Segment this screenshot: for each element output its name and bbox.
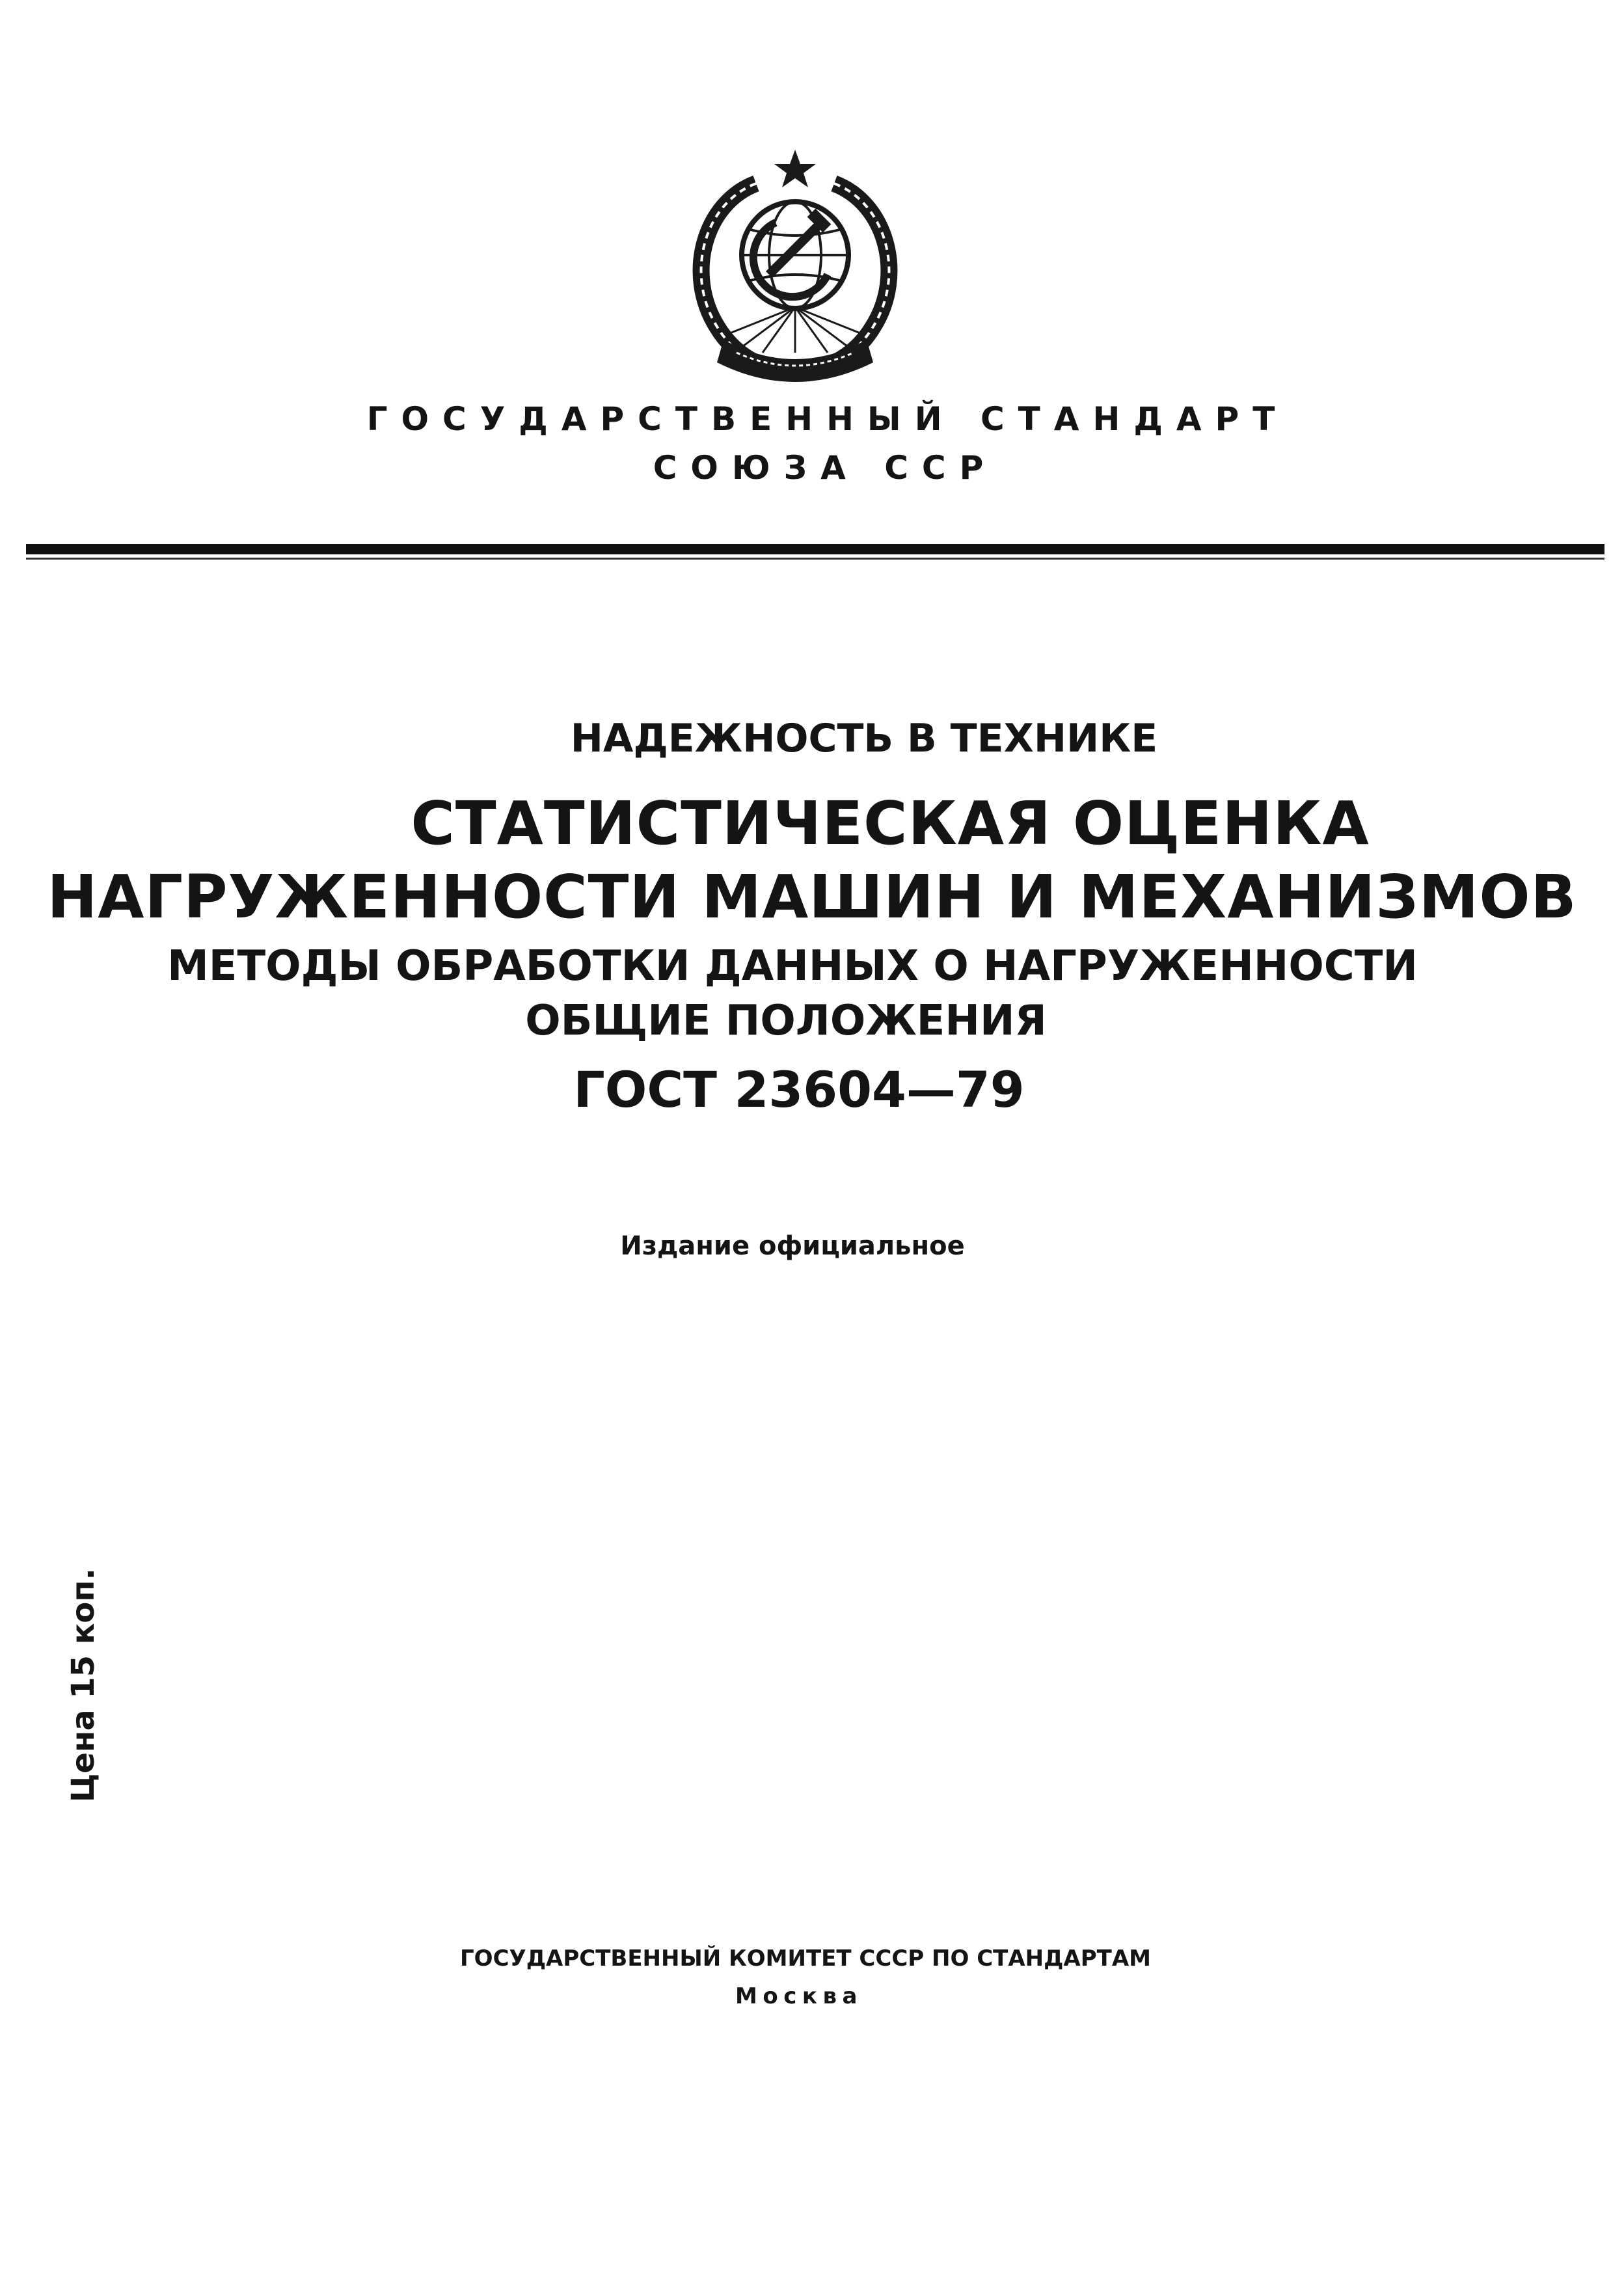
- edition-label: Издание официальное: [620, 1231, 965, 1261]
- header-divider: [26, 544, 1604, 554]
- series-title: НАДЕЖНОСТЬ В ТЕХНИКЕ: [570, 716, 1158, 761]
- publisher-city: Москва: [735, 1983, 863, 2009]
- document-title-line-1: СТАТИСТИЧЕСКАЯ ОЦЕНКА: [411, 789, 1370, 858]
- price-text: Цена 15 коп.: [65, 1568, 102, 1802]
- publisher-name: ГОСУДАРСТВЕННЫЙ КОМИТЕТ СССР ПО СТАНДАРТАМ: [460, 1945, 1151, 1972]
- document-subtitle-line-2: ОБЩИЕ ПОЛОЖЕНИЯ: [525, 997, 1047, 1045]
- document-title-line-2: НАГРУЖЕННОСТИ МАШИН И МЕХАНИЗМОВ: [47, 862, 1577, 932]
- document-subtitle-line-1: МЕТОДЫ ОБРАБОТКИ ДАННЫХ О НАГРУЖЕННОСТИ: [167, 942, 1418, 990]
- ussr-emblem-icon: [678, 144, 912, 392]
- header-divider-thin: [26, 558, 1604, 560]
- header-line-1: ГОСУДАРСТВЕННЫЙ СТАНДАРТ: [366, 400, 1289, 438]
- header-line-2: СОЮЗА ССР: [653, 449, 997, 487]
- standard-number: ГОСТ 23604—79: [573, 1061, 1025, 1118]
